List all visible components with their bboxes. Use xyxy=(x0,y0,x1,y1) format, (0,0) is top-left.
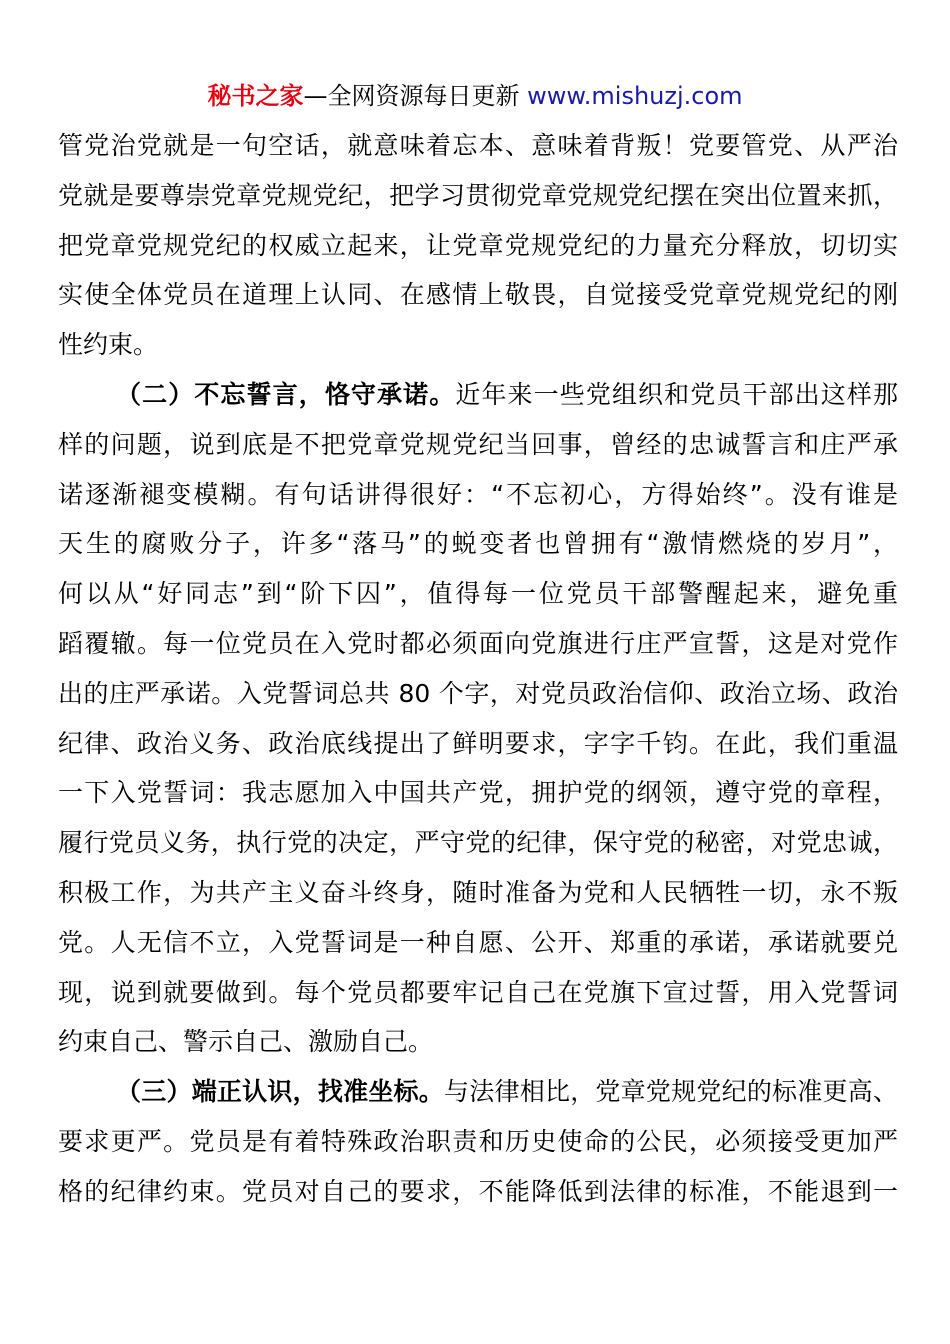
text-line: 纪律、政治义务、政治底线提出了鲜明要求，字字千钧。在此，我们重温 xyxy=(58,728,898,758)
text-line: 蹈覆辙。每一位党员在入党时都必须面向党旗进行庄严宣誓，这是对党作 xyxy=(58,628,898,658)
text-line: 积极工作，为共产主义奋斗终身，随时准备为党和人民牺牲一切，永不叛 xyxy=(58,877,898,907)
section-heading: （三）端正认识，找准坐标。 xyxy=(116,1077,445,1107)
text-line: 党就是要尊崇党章党规党纪，把学习贯彻党章党规党纪摆在突出位置来抓， xyxy=(58,180,898,210)
text-line: 一下入党誓词：我志愿加入中国共产党，拥护党的纲领，遵守党的章程， xyxy=(58,778,898,808)
text-line: 党。人无信不立，入党誓词是一种自愿、公开、郑重的承诺，承诺就要兑 xyxy=(58,927,898,957)
section-heading: （二）不忘誓言，恪守承诺。 xyxy=(116,379,456,409)
text-line: 诺逐渐褪变模糊。有句话讲得很好：“不忘初心，方得始终”。没有谁是 xyxy=(58,479,898,509)
text-line: 现，说到就要做到。每个党员都要牢记自己在党旗下宣过誓，用入党誓词 xyxy=(58,977,898,1007)
text-line: 管党治党就是一句空话，就意味着忘本、意味着背叛！党要管党、从严治 xyxy=(58,131,898,160)
document-body xyxy=(58,121,898,1217)
site-brand: 秘书之家 xyxy=(207,82,304,110)
site-tagline: —全网资源每日更新 xyxy=(303,82,520,110)
text-line: 约束自己、警示自己、激励自己。 xyxy=(58,1027,434,1057)
text-line: 性约束。 xyxy=(58,330,159,360)
text-run: 与法律相比，党章党规党纪的标准更高、 xyxy=(444,1077,898,1107)
section-heading-line xyxy=(58,370,898,420)
section-heading-line xyxy=(58,1067,898,1117)
text-line: 天生的腐败分子，许多“落马”的蜕变者也曾拥有“激情燃烧的岁月”， xyxy=(58,529,898,559)
site-header xyxy=(0,80,950,112)
site-url-link[interactable]: www.mishuzj.com xyxy=(527,82,743,110)
text-line: 把党章党规党纪的权威立起来，让党章党规党纪的力量充分释放，切切实 xyxy=(58,230,898,260)
text-line: 何以从“好同志”到“阶下囚”，值得每一位党员干部警醒起来，避免重 xyxy=(58,579,898,609)
text-line: 要求更严。党员是有着特殊政治职责和历史使命的公民，必须接受更加严 xyxy=(58,1126,898,1156)
text-line: 格的纪律约束。党员对自己的要求，不能降低到法律的标准，不能退到一 xyxy=(58,1176,898,1206)
text-run: 近年来一些党组织和党员干部出这样那 xyxy=(455,379,898,409)
text-line: 履行党员义务，执行党的决定，严守党的纪律，保守党的秘密，对党忠诚， xyxy=(58,828,898,858)
text-line: 出的庄严承诺。入党誓词总共 80 个字，对党员政治信仰、政治立场、政治 xyxy=(58,678,898,708)
text-line: 样的问题，说到底是不把党章党规党纪当回事，曾经的忠诚誓言和庄严承 xyxy=(58,429,898,459)
text-line: 实使全体党员在道理上认同、在感情上敬畏，自觉接受党章党规党纪的刚 xyxy=(58,280,898,310)
